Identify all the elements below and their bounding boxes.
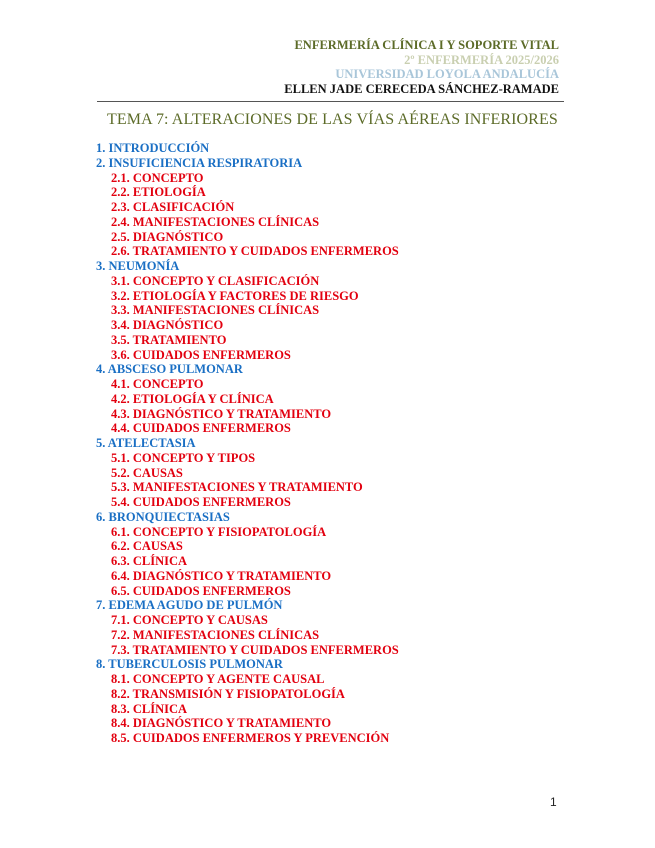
toc-subsection[interactable]: 4.4. CUIDADOS ENFERMEROS — [111, 421, 291, 436]
page-title: TEMA 7: ALTERACIONES DE LAS VÍAS AÉREAS INFERIORES — [107, 111, 558, 128]
toc-subsection[interactable]: 4.2. ETIOLOGÍA Y CLÍNICA — [111, 391, 274, 406]
toc-subsection[interactable]: 3.4. DIAGNÓSTICO — [111, 318, 224, 332]
toc-subsection[interactable]: 6.3. CLÍNICA — [111, 554, 188, 568]
toc-subsection[interactable]: 2.2. ETIOLOGÍA — [111, 185, 206, 200]
course-name: ENFERMERÍA CLÍNICA I Y SOPORTE VITAL — [294, 38, 559, 52]
toc-subsection[interactable]: 2.1. CONCEPTO — [111, 170, 204, 185]
toc-subsection[interactable]: 2.3. CLASIFICACIÓN — [111, 200, 235, 214]
university-name: UNIVERSIDAD LOYOLA ANDALUCÍA — [335, 67, 559, 81]
toc-section[interactable]: 4. ABSCESO PULMONAR — [96, 362, 243, 377]
toc-subsection[interactable]: 2.5. DIAGNÓSTICO — [111, 229, 224, 244]
toc-subsection[interactable]: 2.4. MANIFESTACIONES CLÍNICAS — [111, 214, 320, 229]
toc-subsection[interactable]: 3.2. ETIOLOGÍA Y FACTORES DE RIESGO — [111, 288, 359, 303]
table-of-contents — [96, 141, 399, 746]
toc-subsection[interactable]: 5.2. CAUSAS — [111, 465, 183, 480]
toc-subsection[interactable]: 6.2. CAUSAS — [111, 539, 183, 554]
toc-section[interactable]: 6. BRONQUIECTASIAS — [96, 509, 230, 524]
toc-subsection[interactable]: 8.5. CUIDADOS ENFERMEROS Y PREVENCIÓN — [111, 731, 390, 745]
toc-section[interactable]: 5. ATELECTASIA — [96, 436, 196, 450]
toc-subsection[interactable]: 7.3. TRATAMIENTO Y CUIDADOS ENFERMEROS — [111, 642, 399, 657]
toc-subsection[interactable]: 8.4. DIAGNÓSTICO Y TRATAMIENTO — [111, 716, 332, 731]
toc-subsection[interactable]: 2.6. TRATAMIENTO Y CUIDADOS ENFERMEROS — [111, 244, 399, 259]
toc-section[interactable]: 3. NEUMONÍA — [96, 259, 180, 273]
toc-subsection[interactable]: 5.4. CUIDADOS ENFERMEROS — [111, 495, 291, 509]
toc-subsection[interactable]: 6.1. CONCEPTO Y FISIOPATOLOGÍA — [111, 524, 327, 539]
toc-subsection[interactable]: 6.4. DIAGNÓSTICO Y TRATAMIENTO — [111, 568, 332, 583]
header-divider — [97, 101, 564, 102]
course-year: 2º ENFERMERÍA 2025/2026 — [404, 52, 559, 67]
toc-subsection[interactable]: 7.1. CONCEPTO Y CAUSAS — [111, 613, 268, 627]
toc-section[interactable]: 2. INSUFICIENCIA RESPIRATORIA — [96, 155, 303, 170]
toc-section[interactable]: 1. INTRODUCCIÓN — [96, 141, 210, 155]
page-header — [284, 38, 559, 96]
toc-subsection[interactable]: 8.3. CLÍNICA — [111, 701, 188, 716]
toc-subsection[interactable]: 3.1. CONCEPTO Y CLASIFICACIÓN — [111, 273, 320, 288]
toc-section[interactable]: 8. TUBERCULOSIS PULMONAR — [96, 657, 283, 672]
toc-subsection[interactable]: 3.5. TRATAMIENTO — [111, 332, 227, 347]
toc-subsection[interactable]: 4.3. DIAGNÓSTICO Y TRATAMIENTO — [111, 406, 332, 421]
toc-subsection[interactable]: 3.6. CUIDADOS ENFERMEROS — [111, 347, 291, 362]
toc-subsection[interactable]: 6.5. CUIDADOS ENFERMEROS — [111, 583, 291, 598]
toc-subsection[interactable]: 4.1. CONCEPTO — [111, 377, 204, 391]
toc-subsection[interactable]: 8.2. TRANSMISIÓN Y FISIOPATOLOGÍA — [111, 686, 345, 701]
toc-subsection[interactable]: 5.1. CONCEPTO Y TIPOS — [111, 450, 256, 465]
toc-subsection[interactable]: 5.3. MANIFESTACIONES Y TRATAMIENTO — [111, 480, 363, 495]
toc-subsection[interactable]: 7.2. MANIFESTACIONES CLÍNICAS — [111, 627, 320, 642]
toc-subsection[interactable]: 8.1. CONCEPTO Y AGENTE CAUSAL — [111, 672, 325, 686]
toc-section[interactable]: 7. EDEMA AGUDO DE PULMÓN — [96, 598, 283, 613]
page-number: 1 — [550, 795, 557, 809]
toc-subsection[interactable]: 3.3. MANIFESTACIONES CLÍNICAS — [111, 303, 320, 318]
author-name: ELLEN JADE CERECEDA SÁNCHEZ-RAMADE — [284, 81, 559, 96]
